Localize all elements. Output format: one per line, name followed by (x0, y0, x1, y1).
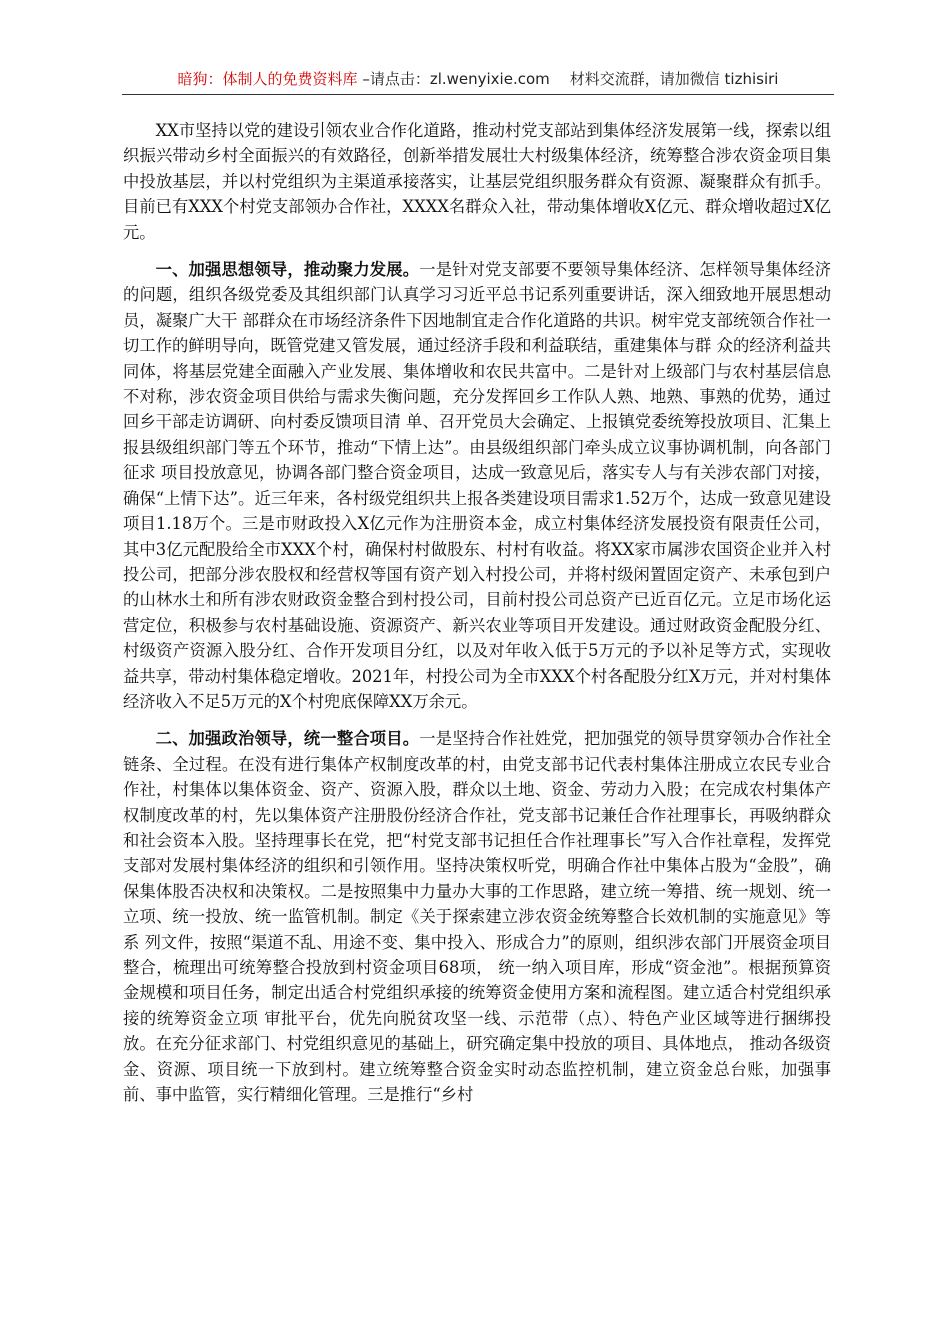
intro-text: XX市坚持以党的建设引领农业合作化道路，推动村党支部站到集体经济发展第一线，探索以组织振兴带动乡村全面振兴的有效路径，创新举措发展壮大村级集体经济，统筹整合涉农资金项目集中投放基层，并以村党组织为主渠道承接落实，让基层党组织服务群众有资源、凝聚群众有抓手。目前已有XXX个村党支部领办合作社，XXXX名群众入社，带动集体增收X亿元、群众增收超过X亿元。 (123, 121, 831, 242)
section-one-text: 一是针对党支部要不要领导集体经济、怎样领导集体经济的问题，组织各级党委及其组织部门认真学习习近平总书记系列重要讲话，深入细致地开展思想动员，凝聚广大干 部群众在市场经济条件下因地制宜走合作化道路的共识。树牢党支部统领合作社一切工作的鲜明导向，既管党建又管发展，通过经济手段和利益联结，重建集体与群 众的经济利益共同体，将基层党建全面融入产业发展、集体增收和农民共富中。二是针对上级部门与农村基层信息不对称，涉农资金项目供给与需求失衡问题，充分发挥回乡工作队人熟、地熟、事熟的优势，通过回乡干部走访调研、向村委反馈项目清 单、召开党员大会确定、上报镇党委统筹投放项目、汇集上报县级组织部门等五个环节，推动“下情上达”。由县级组织部门牵头成立议事协调机制，向各部门征求 项目投放意见，协调各部门整合资金项目，达成一致意见后，落实专人与有关涉农部门对接，确保“上情下达”。近三年来，各村级党组织共上报各类建设项目需求1.52万个，达成一致意见建设项目1.18万个。三是市财政投入X亿元作为注册资本金，成立村集体经济发展投资有限责任公司，其中3亿元配股给全市XXX个村，确保村村做股东、村村有收益。将XX家市属涉农国资企业并入村投公司，把部分涉农股权和经营权等国有资产划入村投公司，并将村级闲置固定资产、未承包到户的山林水土和所有涉农财政资金整合到村投公司，目前村投公司总资产已近百亿元。立足市场化运营定位，积极参与农村基础设施、资源资产、新兴农业等项目开发建设。通过财政资金配股分红、村级资产资源入股分红、合作开发项目分红，以及对年收入低于5万元的予以补足等方式，实现收益共享，带动村集体稳定增收。2021年，村投公司为全市XXX个村各配股分红X万元，并对村集体经济收入不足5万元的X个村兜底保障XX万余元。 (123, 260, 831, 711)
site-url-link[interactable]: zl.wenyixie.com (429, 70, 550, 88)
section-two-text: 一是坚持合作社姓党，把加强党的领导贯穿领办合作社全链条、全过程。在没有进行集体产权制度改革的村，由党支部书记代表村集体注册成立农民专业合作社，村集体以集体资金、资产、资源入股，群众以土地、资金、劳动力入股；在完成农村集体产权制度改革的村，先以集体资产注册股份经济合作社，党支部书记兼任合作社理事长，再吸纳群众和社会资本入股。坚持理事长在党，把“村党支部书记担任合作社理事长”写入合作社章程，发挥党支部对发展村集体经济的组织和引领作用。坚持决策权听党，明确合作社中集体占股为“金股”，确保集体股否决权和决策权。二是按照集中力量办大事的工作思路，建立统一筹措、统一规划、统一立项、统一投放、统一监管机制。制定《关于探索建立涉农资金统筹整合长效机制的实施意见》等系 列文件，按照“渠道不乱、用途不变、集中投入、形成合力”的原则，组织涉农部门开展资金项目整合，梳理出可统筹整合投放到村资金项目68项， 统一纳入项目库，形成“资金池”。根据预算资金规模和项目任务，制定出适合村党组织承接的统筹资金使用方案和流程图。建立适合村党组织承接的统筹资金立项 审批平台，优先向脱贫攻坚一线、示范带（点）、特色产业区域等进行捆绑投放。在充分征求部门、村党组织意见的基础上，研究确定集中投放的项目、具体地点， 推动各级资金、资源、项目统一下放到村。建立统筹整合资金实时动态监控机制，建立资金总台账，加强事前、事中监管，实行精细化管理。三是推行“乡村 (123, 729, 831, 1105)
page-header (122, 68, 834, 90)
intro-paragraph (123, 118, 831, 245)
site-name-link[interactable]: 暗狗：体制人的免费资料库 (177, 70, 358, 88)
section-two-paragraph (123, 726, 831, 1107)
section-one-paragraph (123, 257, 831, 714)
section-one-heading: 一、加强思想领导，推动聚力发展。 (155, 260, 420, 280)
section-two-heading: 二、加强政治领导，统一整合项目。 (155, 729, 420, 749)
document-body (123, 118, 831, 1119)
wechat-group-note: 材料交流群，请加微信 tizhisiri (569, 70, 779, 88)
header-divider (122, 94, 834, 95)
click-prompt: –请点击： (357, 70, 430, 88)
